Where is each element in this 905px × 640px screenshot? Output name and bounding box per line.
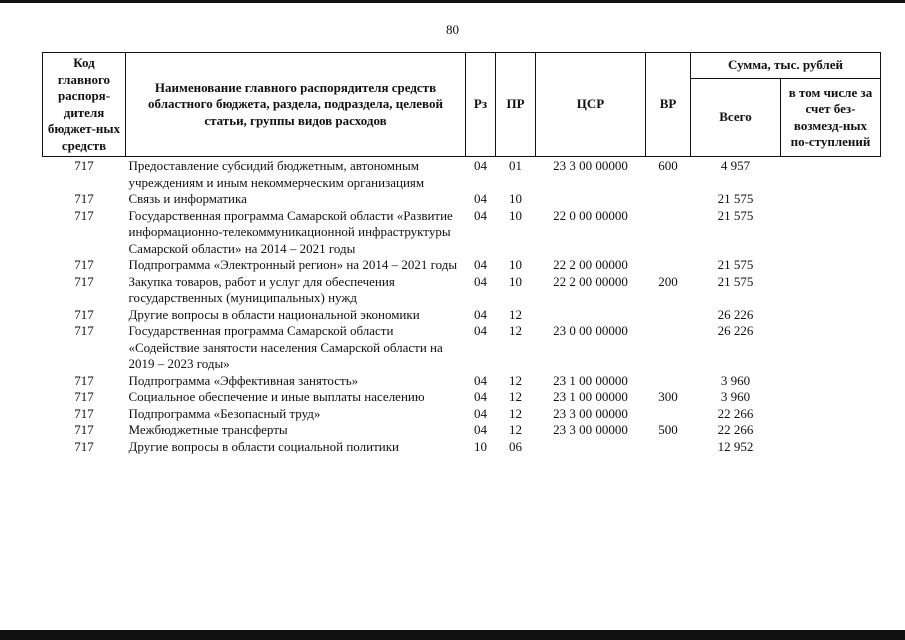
csr-cell: 22 2 00 00000 xyxy=(553,257,628,272)
header-code: Код главного распоря-дителя бюджет-ных средств xyxy=(43,53,126,157)
rz-cell: 04 xyxy=(474,191,487,206)
total-cell: 22 266 xyxy=(717,405,754,421)
table-row xyxy=(43,323,881,373)
csr-cell: 22 2 00 00000 xyxy=(553,273,628,289)
free-cell xyxy=(781,208,881,258)
rz-cell: 04 xyxy=(474,306,487,322)
total-cell: 12 952 xyxy=(717,438,754,454)
header-vr: ВР xyxy=(646,53,691,157)
code-cell: 717 xyxy=(74,207,94,223)
name-cell: Предоставление субсидий бюджетным, автономным учреждениям и иным некоммерческим организациям xyxy=(128,158,425,190)
table-row xyxy=(43,439,881,456)
free-cell xyxy=(781,406,881,423)
csr-cell: 23 3 00 00000 xyxy=(553,405,628,421)
bottom-border-line xyxy=(0,630,905,640)
header-free: в том числе за счет без-возмезд-ных по-ступлений xyxy=(781,79,881,157)
table-row xyxy=(43,191,881,208)
code-cell: 717 xyxy=(74,372,94,388)
table-row xyxy=(43,307,881,324)
total-cell: 22 266 xyxy=(717,422,754,437)
free-cell xyxy=(781,323,881,373)
total-cell: 21 575 xyxy=(717,207,754,223)
table-row xyxy=(43,406,881,423)
code-cell: 717 xyxy=(74,422,94,437)
pr-cell: 10 xyxy=(509,191,522,206)
header-rz: Рз xyxy=(466,53,496,157)
header-pr: ПР xyxy=(496,53,536,157)
name-cell: Закупка товаров, работ и услуг для обеспечения государственных (муниципальных) нужд xyxy=(128,273,395,305)
header-sum: Сумма, тыс. рублей xyxy=(691,53,881,79)
budget-table xyxy=(42,52,881,455)
table-row xyxy=(43,208,881,258)
code-cell: 717 xyxy=(74,405,94,421)
vr-cell xyxy=(646,406,691,423)
rz-cell: 04 xyxy=(474,389,487,404)
vr-cell: 600 xyxy=(658,158,678,173)
table-row xyxy=(43,373,881,390)
table-row xyxy=(43,257,881,274)
table-row xyxy=(43,422,881,439)
header-csr: ЦСР xyxy=(536,53,646,157)
name-cell: Связь и информатика xyxy=(128,191,247,206)
csr-cell: 23 0 00 00000 xyxy=(553,323,628,338)
pr-cell: 12 xyxy=(509,372,522,388)
code-cell: 717 xyxy=(74,158,94,173)
header-name: Наименование главного распорядителя средств областного бюджета, раздела, подраздела, целевой статьи, группы видов расходов xyxy=(126,53,466,157)
code-cell: 717 xyxy=(74,323,94,338)
total-cell: 26 226 xyxy=(717,306,754,322)
rz-cell: 04 xyxy=(474,372,487,388)
pr-cell: 12 xyxy=(509,306,522,322)
csr-cell: 23 1 00 00000 xyxy=(553,389,628,404)
name-cell: Государственная программа Самарской области «Содействие занятости населения Самарской области на 2019 – 2023 годы» xyxy=(128,323,443,371)
page-number: 80 xyxy=(446,22,459,37)
free-cell xyxy=(781,274,881,307)
name-cell: Социальное обеспечение и иные выплаты населению xyxy=(128,389,425,404)
csr-cell xyxy=(536,191,646,208)
code-cell: 717 xyxy=(74,257,94,272)
vr-cell xyxy=(646,191,691,208)
code-cell: 717 xyxy=(74,306,94,322)
pr-cell: 10 xyxy=(509,207,522,223)
csr-cell: 22 0 00 00000 xyxy=(553,207,628,223)
vr-cell xyxy=(646,439,691,456)
name-cell: Межбюджетные трансферты xyxy=(128,422,288,437)
pr-cell: 10 xyxy=(509,257,522,272)
free-cell xyxy=(781,157,881,192)
name-cell: Подпрограмма «Безопасный труд» xyxy=(128,405,321,421)
total-cell: 3 960 xyxy=(720,372,751,388)
name-cell: Другие вопросы в области социальной политики xyxy=(128,438,399,454)
name-cell: Подпрограмма «Эффективная занятость» xyxy=(128,372,359,388)
total-cell: 3 960 xyxy=(720,389,751,404)
vr-cell xyxy=(646,257,691,274)
vr-cell: 300 xyxy=(658,389,678,404)
csr-cell: 23 3 00 00000 xyxy=(553,422,628,437)
free-cell xyxy=(781,373,881,390)
pr-cell: 01 xyxy=(509,158,522,173)
table-row xyxy=(43,274,881,307)
vr-cell xyxy=(646,307,691,324)
table-row xyxy=(43,157,881,192)
rz-cell: 10 xyxy=(474,438,487,454)
rz-cell: 04 xyxy=(474,405,487,421)
pr-cell: 06 xyxy=(509,438,522,454)
rz-cell: 04 xyxy=(474,273,487,289)
code-cell: 717 xyxy=(74,389,94,404)
free-cell xyxy=(781,307,881,324)
pr-cell: 12 xyxy=(509,323,522,338)
vr-cell xyxy=(646,208,691,258)
rz-cell: 04 xyxy=(474,422,487,437)
vr-cell: 200 xyxy=(658,273,678,289)
csr-cell: 23 3 00 00000 xyxy=(553,158,628,173)
code-cell: 717 xyxy=(74,273,94,289)
total-cell: 21 575 xyxy=(717,273,754,289)
total-cell: 26 226 xyxy=(717,323,754,338)
total-cell: 21 575 xyxy=(717,257,754,272)
vr-cell xyxy=(646,323,691,373)
rz-cell: 04 xyxy=(474,323,487,338)
free-cell xyxy=(781,389,881,406)
vr-cell xyxy=(646,373,691,390)
top-border-line xyxy=(0,0,905,3)
table-body xyxy=(43,157,881,456)
name-cell: Другие вопросы в области национальной экономики xyxy=(128,306,420,322)
free-cell xyxy=(781,257,881,274)
vr-cell: 500 xyxy=(658,422,678,437)
csr-cell: 23 1 00 00000 xyxy=(553,372,628,388)
pr-cell: 10 xyxy=(509,273,522,289)
name-cell: Подпрограмма «Электронный регион» на 2014 – 2021 годы xyxy=(128,257,458,272)
rz-cell: 04 xyxy=(474,207,487,223)
name-cell: Государственная программа Самарской области «Развитие информационно-телекоммуникационной инфраструктуры Самарской области» на 2014 – 2021 годы xyxy=(128,207,453,256)
pr-cell: 12 xyxy=(509,389,522,404)
code-cell: 717 xyxy=(74,191,94,206)
total-cell: 4 957 xyxy=(720,158,751,173)
pr-cell: 12 xyxy=(509,405,522,421)
free-cell xyxy=(781,422,881,439)
total-cell: 21 575 xyxy=(717,191,754,206)
free-cell xyxy=(781,439,881,456)
pr-cell: 12 xyxy=(509,422,522,437)
code-cell: 717 xyxy=(74,438,94,454)
csr-cell xyxy=(536,439,646,456)
header-total: Всего xyxy=(691,79,781,157)
csr-cell xyxy=(536,307,646,324)
rz-cell: 04 xyxy=(474,158,487,173)
free-cell xyxy=(781,191,881,208)
table-row xyxy=(43,389,881,406)
rz-cell: 04 xyxy=(474,257,487,272)
